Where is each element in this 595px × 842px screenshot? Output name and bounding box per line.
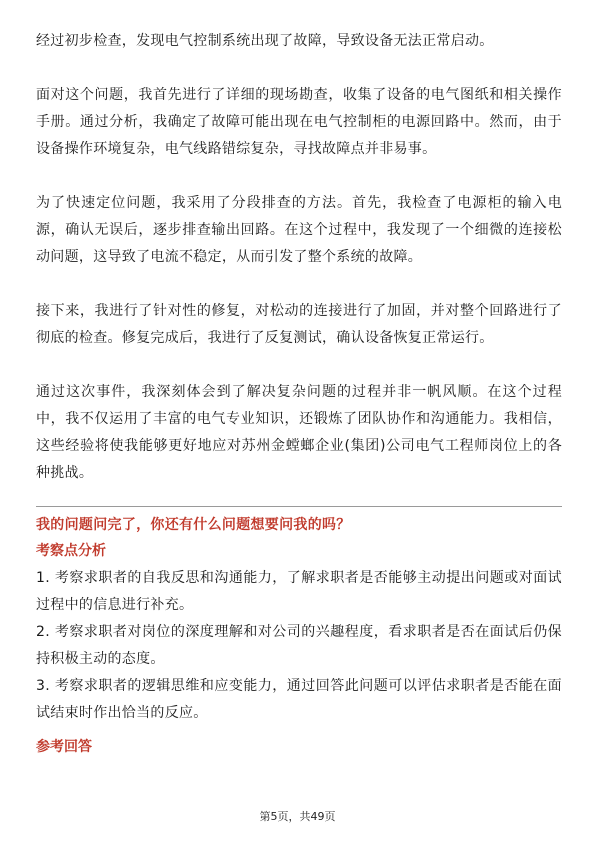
section-divider: [36, 506, 562, 507]
page-number-footer: 第5页，共49页: [259, 810, 336, 823]
analysis-item-3: 3. 考察求职者的逻辑思维和应变能力，通过回答此问题可以评估求职者是否能在面试结束时作出恰当的反应。: [36, 678, 562, 721]
analysis-title: 考察点分析: [36, 543, 106, 559]
paragraph-5: 通过这次事件，我深刻体会到了解决复杂问题的过程并非一帆风顺。在这个过程中，我不仅运用了丰富的电气专业知识，还锻炼了团队协作和沟通能力。我相信，这些经验将使我能够更好地应对苏州金螳螂企业(集团)公司电气工程师岗位上的各种挑战。: [36, 384, 562, 481]
paragraph-4: 接下来，我进行了针对性的修复，对松动的连接进行了加固，并对整个回路进行了彻底的检查。修复完成后，我进行了反复测试，确认设备恢复正常运行。: [36, 303, 562, 346]
analysis-item-1: 1. 考察求职者的自我反思和沟通能力，了解求职者是否能够主动提出问题或对面试过程中的信息进行补充。: [36, 570, 562, 613]
analysis-item-2: 2. 考察求职者对岗位的深度理解和对公司的兴趣程度，看求职者是否在面试后仍保持积极主动的态度。: [36, 624, 562, 667]
paragraph-1: 经过初步检查，发现电气控制系统出现了故障，导致设备无法正常启动。: [36, 33, 494, 49]
question-heading: 我的问题问完了，你还有什么问题想要问我的吗？: [36, 517, 351, 533]
paragraph-3: 为了快速定位问题，我采用了分段排查的方法。首先，我检查了电源柜的输入电源，确认无误后，逐步排查输出回路。在这个过程中，我发现了一个细微的连接松动问题，这导致了电流不稳定，从而引发了整个系统的故障。: [36, 195, 562, 265]
reference-answer-title: 参考回答: [36, 739, 92, 755]
paragraph-2: 面对这个问题，我首先进行了详细的现场勘查，收集了设备的电气图纸和相关操作手册。通过分析，我确定了故障可能出现在电气控制柜的电源回路中。然而，由于设备操作环境复杂，电气线路错综复杂，寻找故障点并非易事。: [36, 87, 562, 157]
page-content: [36, 28, 562, 759]
